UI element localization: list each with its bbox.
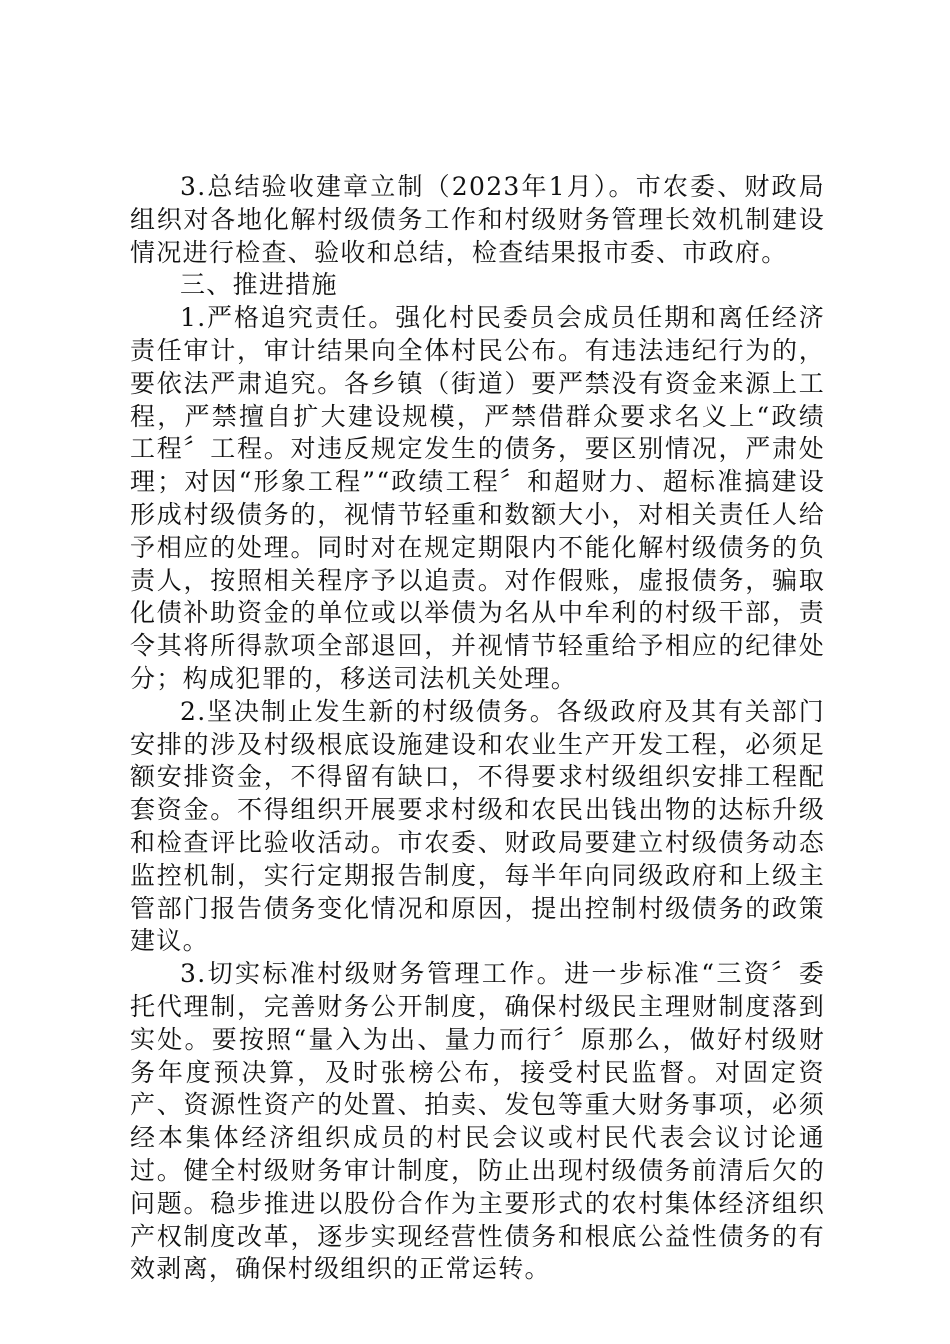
- paragraph-financial-management: 3.切实标准村级财务管理工作。进一步标准“三资〞委托代理制，完善财务公开制度，确保村级民主理财制度落到实处。要按照“量入为出、量力而行〞原那么，做好村级财务年度预决算，及时张榜公布，接受村民监督。对固定资产、资源性资产的处置、拍卖、发包等重大财务事项，必须经本集体经济组织成员的村民会议或村民代表会议讨论通过。健全村级财务审计制度，防止出现村级债务前清后欠的问题。稳步推进以股份合作为主要形式的农村集体经济组织产权制度改革，逐步实现经营性债务和根底公益性债务的有效剥离，确保村级组织的正常运转。: [130, 959, 825, 1284]
- paragraph-stop-new-debt: 2.坚决制止发生新的村级债务。各级政府及其有关部门安排的涉及村级根底设施建设和农业生产开发工程，必须足额安排资金，不得留有缺口，不得要求村级组织安排工程配套资金。不得组织开展要求村级和农民出钱出物的达标升级和检查评比验收活动。市农委、财政局要建立村级债务动态监控机制，实行定期报告制度，每半年向同级政府和上级主管部门报告债务变化情况和原因，提出控制村级债务的政策建议。: [130, 696, 825, 956]
- document-body: [130, 171, 825, 1286]
- section-heading-measures: 三、推进措施: [180, 270, 338, 300]
- paragraph-acceptance-summary: 3.总结验收建章立制（2023年1月）。市农委、财政局组织对各地化解村级债务工作和村级财务管理长效机制建设情况进行检查、验收和总结，检查结果报市委、市政府。: [130, 172, 825, 267]
- paragraph-accountability: 1.严格追究责任。强化村民委员会成员任期和离任经济责任审计，审计结果向全体村民公布。有违法违纪行为的，要依法严肃追究。各乡镇（街道）要严禁没有资金来源上工程，严禁擅自扩大建设规模，严禁借群众要求名义上“政绩工程〞工程。对违反规定发生的债务，要区别情况，严肃处理；对因“形象工程”“政绩工程〞和超财力、超标准搞建设形成村级债务的，视情节轻重和数额大小，对相关责任人给予相应的处理。同时对在规定期限内不能化解村级债务的负责人，按照相关程序予以追责。对作假账，虚报债务，骗取化债补助资金的单位或以举债为名从中牟利的村级干部，责令其将所得款项全部退回，并视情节轻重给予相应的纪律处分；构成犯罪的，移送司法机关处理。: [130, 303, 825, 693]
